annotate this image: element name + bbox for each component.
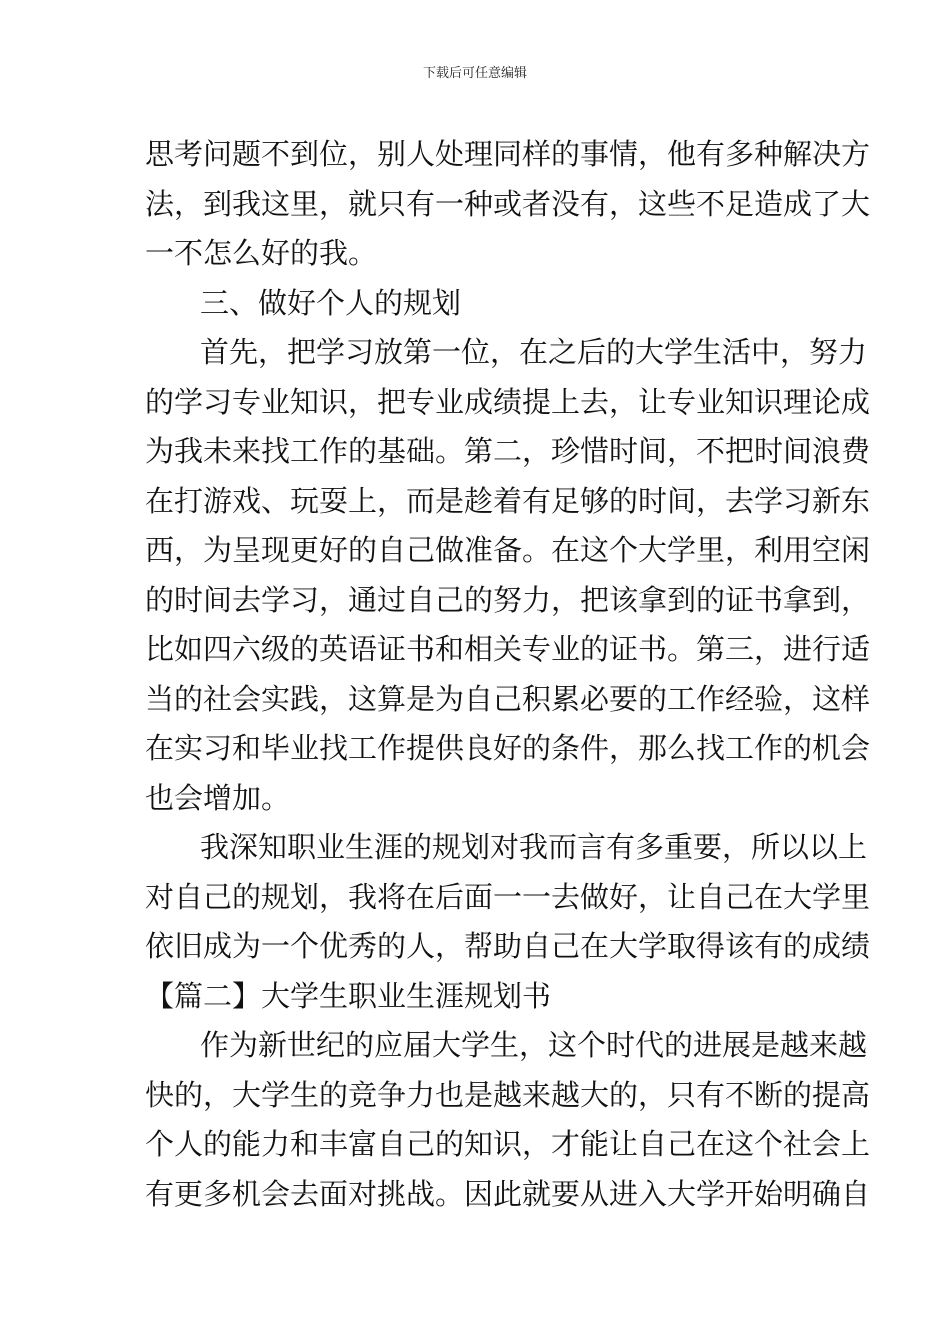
text-line: 依旧成为一个优秀的人，帮助自己在大学取得该有的成绩 bbox=[145, 929, 871, 963]
text-line: 法，到我这里，就只有一种或者没有，这些不足造成了大 bbox=[145, 186, 871, 221]
text-line: 我深知职业生涯的规划对我而言有多重要，所以以上 bbox=[200, 830, 868, 864]
section-heading: 三、做好个人的规划 bbox=[200, 285, 462, 320]
text-line: 当的社会实践，这算是为自己积累必要的工作经验，这样 bbox=[145, 681, 871, 716]
text-line: 思考问题不到位，别人处理同样的事情，他有多种解决方 bbox=[145, 137, 871, 171]
body-text bbox=[145, 130, 871, 1219]
text-line: 的时间去学习，通过自己的努力，把该拿到的证书拿到， bbox=[145, 582, 871, 617]
text-line: 一不怎么好的我。 bbox=[145, 236, 378, 270]
text-line: 快的，大学生的竞争力也是越来越大的，只有不断的提高 bbox=[145, 1077, 871, 1112]
text-line: 有更多机会去面对挑战。因此就要从进入大学开始明确自 bbox=[145, 1176, 871, 1211]
text-line: 为我未来找工作的基础。第二，珍惜时间，不把时间浪费 bbox=[145, 434, 871, 468]
text-line: 个人的能力和丰富自己的知识，才能让自己在这个社会上 bbox=[145, 1127, 871, 1161]
text-line: 比如四六级的英语证书和相关专业的证书。第三，进行适 bbox=[145, 632, 871, 666]
text-line: 也会增加。 bbox=[145, 780, 291, 815]
text-line: 西，为呈现更好的自己做准备。在这个大学里，利用空闲 bbox=[145, 533, 871, 567]
text-line: 对自己的规划，我将在后面一一去做好，让自己在大学里 bbox=[145, 879, 871, 914]
text-line: 首先，把学习放第一位，在之后的大学生活中，努力 bbox=[200, 335, 868, 369]
chapter-heading: 【篇二】大学生职业生涯规划书 bbox=[145, 978, 552, 1013]
page-header: 下载后可任意编辑 bbox=[422, 66, 527, 81]
text-line: 在实习和毕业找工作提供良好的条件，那么找工作的机会 bbox=[145, 731, 871, 765]
text-line: 在打游戏、玩耍上，而是趁着有足够的时间，去学习新东 bbox=[145, 483, 871, 518]
text-line: 的学习专业知识，把专业成绩提上去，让专业知识理论成 bbox=[145, 384, 871, 419]
text-line: 作为新世纪的应届大学生，这个时代的进展是越来越 bbox=[200, 1028, 868, 1062]
